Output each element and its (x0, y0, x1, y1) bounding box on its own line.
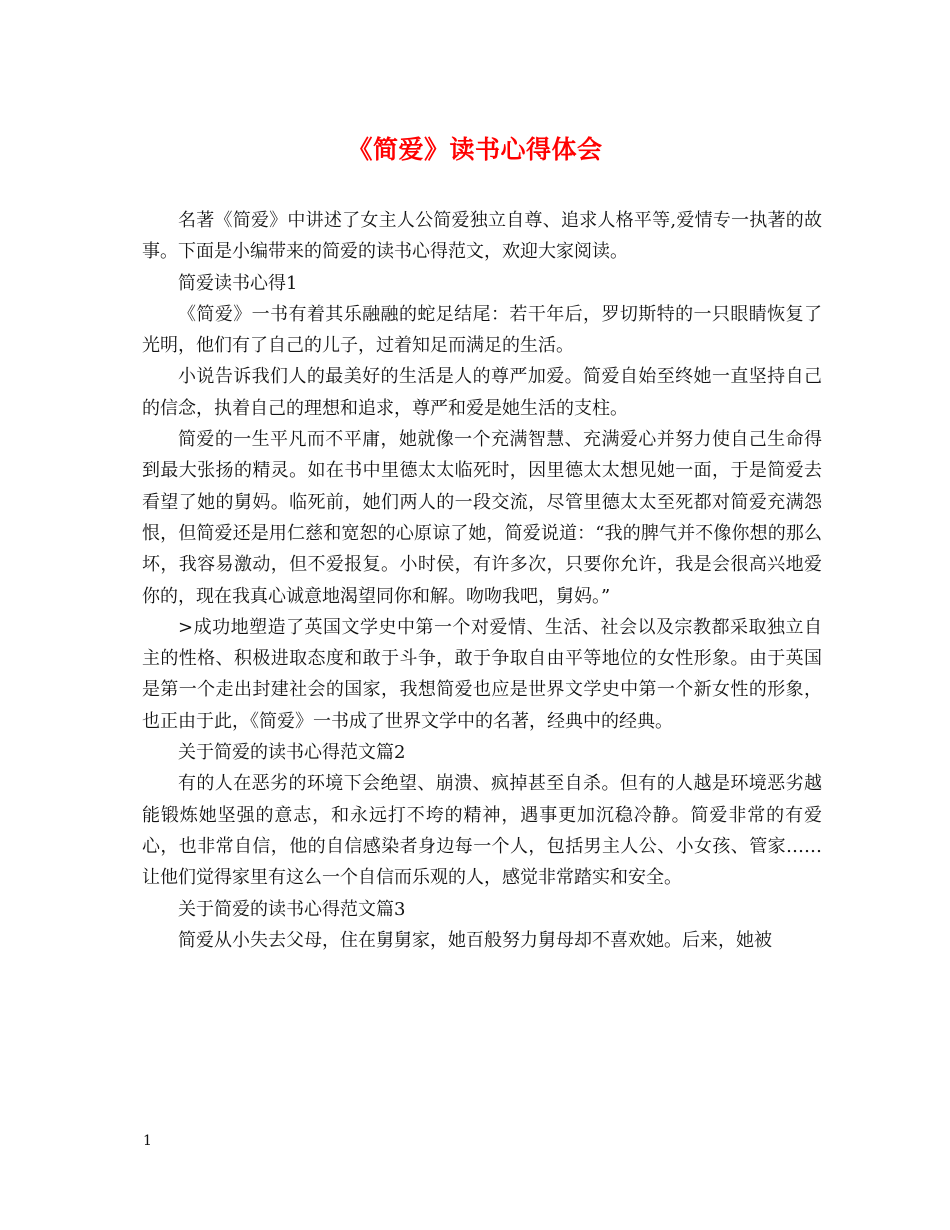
paragraph: 简爱从小失去父母，住在舅舅家，她百般努力舅母却不喜欢她。后来，她被 (178, 929, 772, 951)
paragraph: 《简爱》一书有着其乐融融的蛇足结尾：若干年后，罗切斯特的一只眼睛恢复了光明，他们有了自己的儿子，过着知足而满足的生活。 (142, 303, 822, 357)
paragraph: >成功地塑造了英国文学史中第一个对爱情、生活、社会以及宗教都采取独立自主的性格、积极进取态度和敢于斗争，敢于争取自由平等地位的女性形象。由于英国是第一个走出封建社会的国家，我想简爱也应是世界文学史中第一个新女性的形象，也正由于此，《简爱》一书成了世界文学中的名著，经典中的经典。 (142, 616, 822, 732)
section-heading-1: 简爱读书心得1 (178, 272, 298, 294)
section-heading-2: 关于简爱的读书心得范文篇2 (178, 742, 406, 764)
paragraph: 有的人在恶劣的环境下会绝望、崩溃、疯掉甚至自杀。但有的人越是环境恶劣越能锻炼她坚强的意志，和永远打不垮的精神，遇事更加沉稳冷静。简爱非常的有爱心，也非常自信，他的自信感染者身边每一个人，包括男主人公、小女孩、管家……让他们觉得家里有这么一个自信而乐观的人，感觉非常踏实和安全。 (142, 773, 822, 889)
intro-paragraph: 名著《简爱》中讲述了女主人公简爱独立自尊、追求人格平等,爱情专一执著的故事。下面是小编带来的简爱的读书心得范文，欢迎大家阅读。 (142, 210, 822, 263)
paragraph: 简爱的一生平凡而不平庸，她就像一个充满智慧、充满爱心并努力使自己生命得到最大张扬的精灵。如在书中里德太太临死时，因里德太太想见她一面，于是简爱去看望了她的舅妈。临死前，她们两人的一段交流，尽管里德太太至死都对简爱充满怨恨，但简爱还是用仁慈和宽恕的心原谅了她，简爱说道：“我的脾气并不像你想的那么坏，我容易激动，但不爱报复。小时侯，有许多次，只要你允许，我是会很高兴地爱你的，现在我真心诚意地渴望同你和解。吻吻我吧，舅妈。” (142, 429, 822, 607)
page-number: 1 (143, 1133, 152, 1149)
section-heading-3: 关于简爱的读书心得范文篇3 (178, 898, 406, 920)
document-title: 《简爱》读书心得体会 (347, 135, 603, 164)
document-body (142, 205, 822, 956)
paragraph: 小说告诉我们人的最美好的生活是人的尊严加爱。简爱自始至终她一直坚持自己的信念，执着自己的理想和追求，尊严和爱是她生活的支柱。 (142, 366, 822, 419)
